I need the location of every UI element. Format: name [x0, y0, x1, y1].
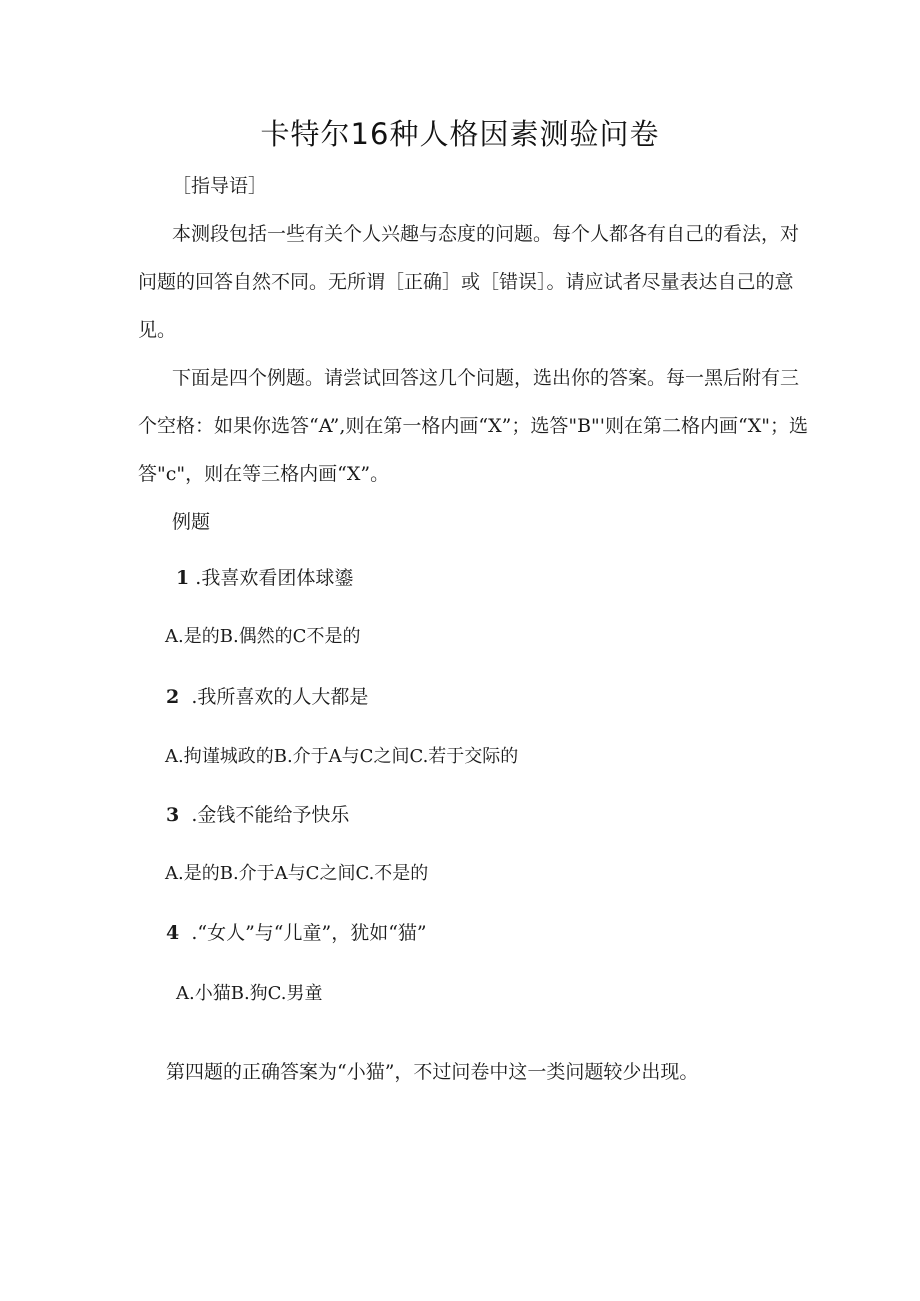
question-2-options: A.拘谨城政的B.介于A与C之间C.若于交际的: [165, 746, 519, 767]
question-1-options: A.是的B.偶然的C不是的: [165, 626, 361, 647]
examples-heading: 例题: [172, 511, 211, 533]
intro-line-2: 问题的回答自然不同。无所谓［正确］或［错误］。请应试者尽量表达自己的意: [138, 271, 794, 293]
question-text: .我所喜欢的人大都是: [191, 686, 369, 708]
intro-line-1: 本测段包括一些有关个人兴趣与态度的问题。每个人都各有自己的看法，对: [172, 223, 800, 245]
example-intro-line-3: 答"c"，则在等三格内画“X”。: [138, 463, 390, 485]
answer-note: 第四题的正确答案为“小猫”，不过问卷中这一类问题较少出现。: [166, 1061, 699, 1083]
question-text: .“女人”与“儿童”，犹如“猫”: [191, 922, 427, 944]
question-1: [176, 566, 353, 590]
question-number: 4: [166, 922, 180, 944]
example-intro-line-2: 个空格：如果你选答“A”,则在第一格内画“X”；选答"B"'则在第二格内画“X"；选: [138, 415, 808, 437]
question-3-options: A.是的B.介于A与C之间C.不是的: [165, 863, 429, 884]
intro-line-3: 见。: [138, 319, 177, 341]
question-3: [166, 803, 349, 827]
example-intro-line-1: 下面是四个例题。请尝试回答这几个问题，选出你的答案。每一黑后附有三: [172, 367, 800, 389]
question-number: 3: [166, 804, 180, 826]
instructions-heading: ［指导语］: [172, 175, 268, 197]
question-4-options: A.小猫B.狗C.男童: [176, 983, 323, 1004]
question-text: .我喜欢看团体球鎏: [195, 567, 354, 589]
question-4: [166, 921, 427, 945]
question-number: 1: [176, 567, 190, 589]
question-number: 2: [166, 686, 180, 708]
question-2: [166, 685, 368, 709]
page-title: 卡特尔16种人格因素测验问卷: [260, 117, 660, 151]
question-text: .金钱不能给予快乐: [191, 804, 350, 826]
